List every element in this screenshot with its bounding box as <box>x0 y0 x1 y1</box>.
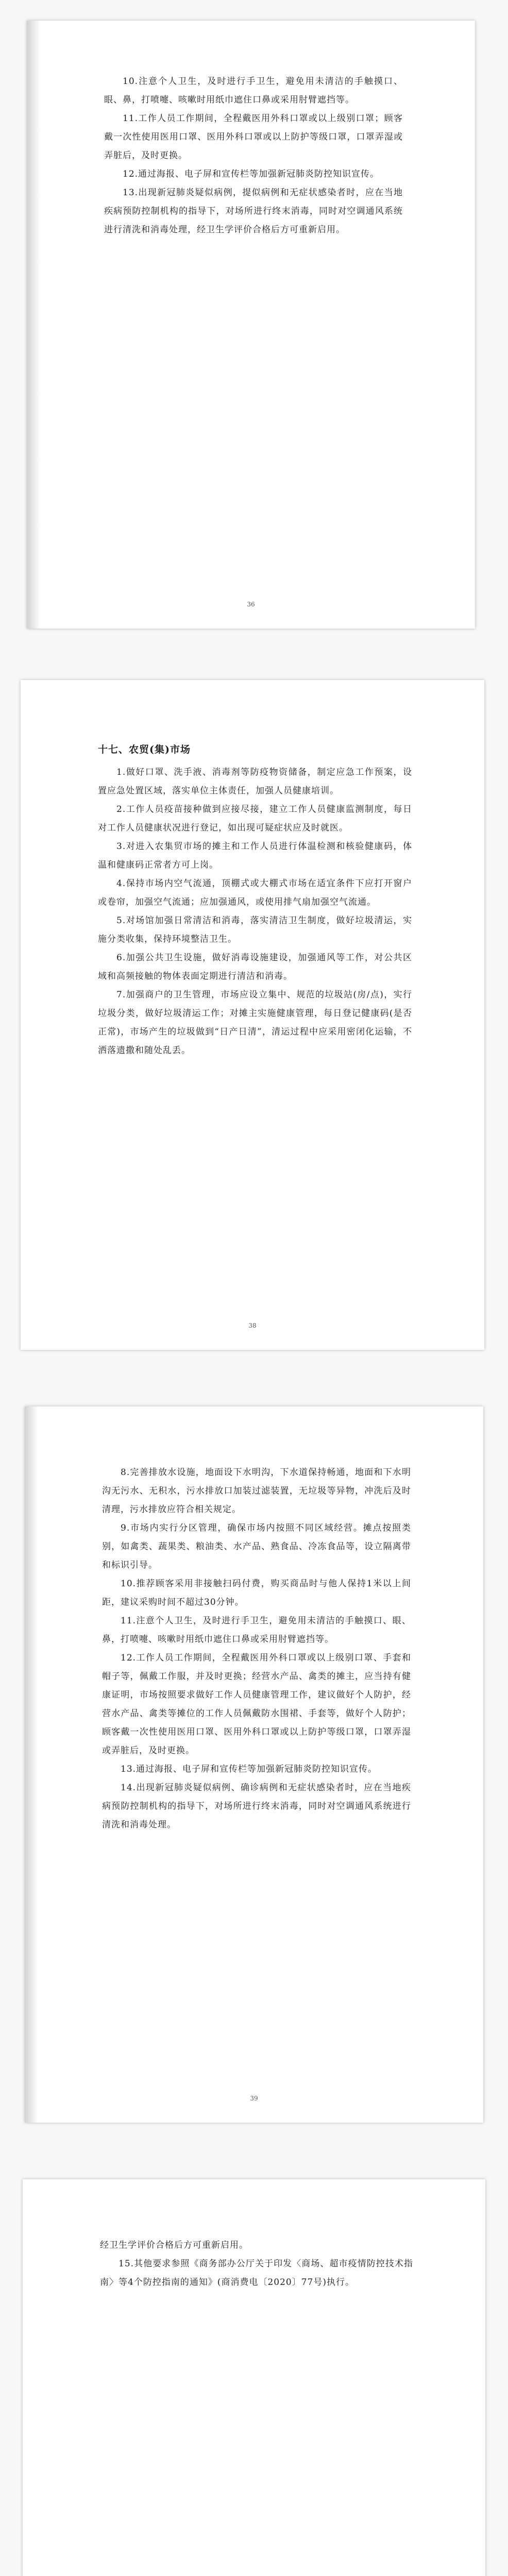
page-number: 38 <box>248 1322 257 1329</box>
paragraph: 14.出现新冠肺炎疑似病例、确诊病例和无症状感染者时，应在当地疾病预防控制机构的指导下，对场所进行终末消毒，同时对空调通风系统进行清洗和消毒处理。 <box>102 1783 411 1830</box>
paragraph: 10.推荐顾客采用非接触扫码付费，购买商品时与他人保持1米以上间距，建议采购时间不超过30分钟。 <box>102 1579 411 1607</box>
page-body <box>104 72 403 239</box>
paragraph: 13.通过海报、电子屏和宣传栏等加强新冠肺炎防控知识宣传。 <box>121 1764 378 1774</box>
section-title: 十七、农贸(集)市场 <box>98 744 191 755</box>
page-body <box>98 742 412 1060</box>
page-number: 39 <box>250 2095 258 2102</box>
paragraph: 4.保持市场内空气流通，顶棚式或大棚式市场在适宜条件下应打开窗户或卷帘，加强空气流通；应加强通风，或使用排气扇加强空气流通。 <box>98 878 412 907</box>
paragraph: 12.工作人员工作期间，全程戴医用外科口罩或以上级别口罩、手套和帽子等，佩戴工作服，并及时更换；经营水产品、禽类的摊主，应当持有健康证明，市场按照要求做好工作人员健康管理工作，建议做好个人防护，经营水产品、禽类等摊位的工作人员佩戴防水围裙、手套等，做好个人防护；顾客戴一次性使用医用口罩、医用外科口罩或以上防护等级口罩，口罩弄湿或弄脏后，及时更换。 <box>102 1653 411 1756</box>
paragraph: 12.通过海报、电子屏和宣传栏等加强新冠肺炎防控知识宣传。 <box>123 169 380 179</box>
paragraph: 经卫生学评价合格后方可重新启用。 <box>100 2240 248 2250</box>
paragraph: 11.注意个人卫生，及时进行手卫生，避免用未清洁的手触摸口、眼、鼻，打喷嚏、咳嗽时用纸巾遮住口鼻或采用肘臂遮挡等。 <box>102 1616 411 1645</box>
paragraph: 5.对场馆加强日常清洁和消毒，落实清洁卫生制度，做好垃圾清运，实施分类收集，保持环境整洁卫生。 <box>98 916 412 944</box>
document-page <box>23 2179 485 2576</box>
paragraph: 15.其他要求参照《商务部办公厅关于印发〈商场、超市疫情防控技术指南〉等4个防控指南的通知》(商消费电〔2020〕77号)执行。 <box>100 2259 413 2287</box>
page-edge-shadow <box>27 21 40 629</box>
page-body <box>102 1463 411 1834</box>
document-page <box>25 1406 483 2123</box>
paragraph: 3.对进入农集贸市场的摊主和工作人员进行体温检测和核验健康码，体温和健康码正常者方可上岗。 <box>98 841 412 870</box>
paragraph: 6.加强公共卫生设施，做好消毒设施建设，加强通风等工作，对公共区域和高频接触的物体表面定期进行清洁和消毒。 <box>98 953 412 981</box>
paragraph: 11.工作人员工作期间，全程戴医用外科口罩或以上级别口罩；顾客戴一次性使用医用口罩、医用外科口罩或以上防护等级口罩，口罩弄湿或弄脏后，及时更换。 <box>104 113 403 161</box>
paragraph: 13.出现新冠肺炎疑似病例，提似病例和无症状感染者时，应在当地疾病预防控制机构的指导下，对场所进行终末消毒，同时对空调通风系统进行清洗和消毒处理，经卫生学评价合格后方可重新启用。 <box>104 188 403 235</box>
document-page <box>21 680 484 1350</box>
page-body <box>100 2236 413 2292</box>
paragraph: 8.完善排放水设施，地面设下水明沟，下水道保持畅通，地面和下水明沟无污水、无积水，污水排放口加装过滤装置，无垃圾等异物，冲洗后及时清理，污水排放应符合相关规定。 <box>102 1467 411 1515</box>
document-page <box>27 21 475 629</box>
paragraph: 7.加强商户的卫生管理，市场应设立集中、规范的垃圾站(房/点)，实行垃圾分类，做好垃圾清运工作；对摊主实施健康管理，每日登记健康码(是否正常)，市场产生的垃圾做到“日产日清”，清运过程中应采用密闭化运输，不洒落遗撒和随处乱丢。 <box>98 990 412 1056</box>
paragraph: 1.做好口罩、洗手液、消毒剂等防疫物资储备，制定应急工作预案，设置应急处置区域，落实单位主体责任，加强人员健康培训。 <box>98 767 412 796</box>
paragraph: 9.市场内实行分区管理，确保市场内按照不同区域经营。摊点按照类别，如禽类、蔬果类、粮油类、水产品、熟食品、冷冻食品等，设立隔离带和标识引导。 <box>102 1523 411 1570</box>
paragraph: 2.工作人员疫苗接种做到应接尽接，建立工作人员健康监测制度，每日对工作人员健康状况进行登记，如出现可疑症状应及时就医。 <box>98 804 412 833</box>
paragraph: 10.注意个人卫生，及时进行手卫生，避免用未清洁的手触摸口、眼、鼻，打喷嚏、咳嗽时用纸巾遮住口鼻或采用肘臂遮挡等。 <box>104 76 403 105</box>
page-edge-shadow <box>25 1406 38 2123</box>
page-number: 36 <box>247 601 255 608</box>
